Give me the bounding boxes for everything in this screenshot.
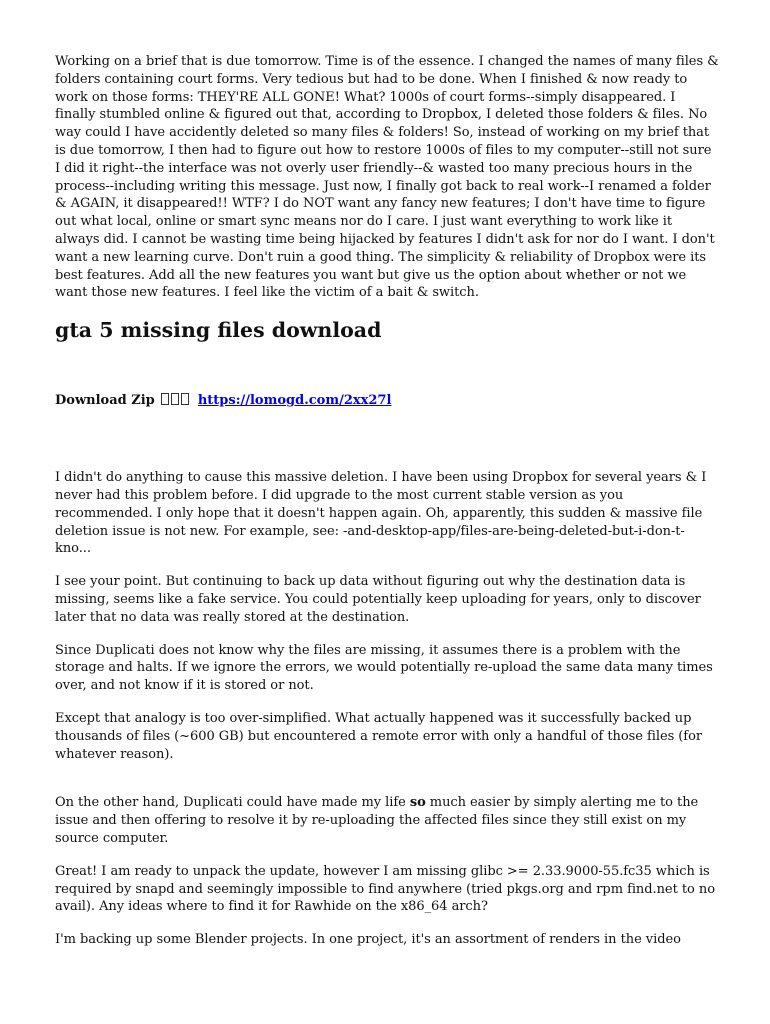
- page-title: gta 5 missing files download: [55, 318, 382, 343]
- duplicati-text-after: much easier by simply alerting me to the issue and then offering to resolve it by re-uploading the affected files since they still exist on my source computer.: [55, 795, 699, 846]
- paragraph-glibc: Great! I am ready to unpack the update, however I am missing glibc >= 2.33.9000-55.fc35 which is required by snapd and seemingly impossible to find anywhere (tried pkgs.org and rpm find.net to no avail). Any ideas where to find it for Rawhide on the x86_64 arch?: [55, 863, 715, 915]
- download-link[interactable]: https://lomogd.com/2xx27l: [197, 393, 392, 409]
- download-line: [55, 392, 719, 410]
- download-label: Download Zip: [55, 393, 155, 409]
- document-page: [55, 53, 719, 949]
- paragraph-fake-service: I see your point. But continuing to back up data without figuring out why the destination data is missing, seems like a fake service. You could potentially keep uploading for years, only to discover later that no data was really stored at the destination.: [55, 574, 701, 625]
- paragraph-analogy: Except that analogy is too over-simplified. What actually happened was it successfully backed up thousands of files (~600 GB) but encountered a remote error with only a handful of those files (for whatever reason).: [55, 710, 703, 762]
- paragraph-dropbox-deletion: I didn't do anything to cause this massive deletion. I have been using Dropbox for several years & I never had this problem before. I did upgrade to the most current stable version as you recommended. I only hope that it doesn't happen again. Oh, apparently, this sudden & massive file deletion issue is not new. For example, see: -and-desktop-app/files-are-being-deleted-but-i-don-t-kno...: [55, 470, 707, 557]
- duplicati-text-bold: so: [409, 795, 426, 811]
- duplicati-text-before: On the other hand, Duplicati could have made my life: [55, 795, 410, 811]
- arrow-glyphs-icon: [161, 392, 191, 410]
- paragraph-blender: I'm backing up some Blender projects. In one project, it's an assortment of renders in the video: [55, 932, 681, 948]
- paragraph-duplicati-easier: [55, 794, 719, 847]
- paragraph-duplicati-halts: Since Duplicati does not know why the files are missing, it assumes there is a problem with the storage and halts. If we ignore the errors, we would potentially re-upload the same data many times over, and not know if it is stored or not.: [55, 642, 713, 694]
- intro-paragraph: Working on a brief that is due tomorrow. Time is of the essence. I changed the names of many files & folders containing court forms. Very tedious but had to be done. When I finished & now ready to work on those forms: THEY'RE ALL GONE! What? 1000s of court forms--simply disappeared. I finally stumbled online & figured out that, according to Dropbox, I deleted those folders & files. No way could I have accidently deleted so many files & folders! So, instead of working on my brief that is due tomorrow, I then had to figure out how to restore 1000s of files to my computer--still not sure I did it right--the interface was not overly user friendly--& wasted too many precious hours in the process--including writing this message. Just now, I finally got back to real work--I renamed a folder & AGAIN, it disappeared!! WTF? I do NOT want any fancy new features; I don't have time to figure out what local, online or smart sync means nor do I care. I just want everything to work like it always did. I cannot be wasting time being hijacked by features I didn't ask for nor do I want. I don't want a new learning curve. Don't ruin a good thing. The simplicity & reliability of Dropbox were its best features. Add all the new features you want but give us the option about whether or not we want those new features. I feel like the victim of a bait & switch.: [55, 54, 719, 301]
